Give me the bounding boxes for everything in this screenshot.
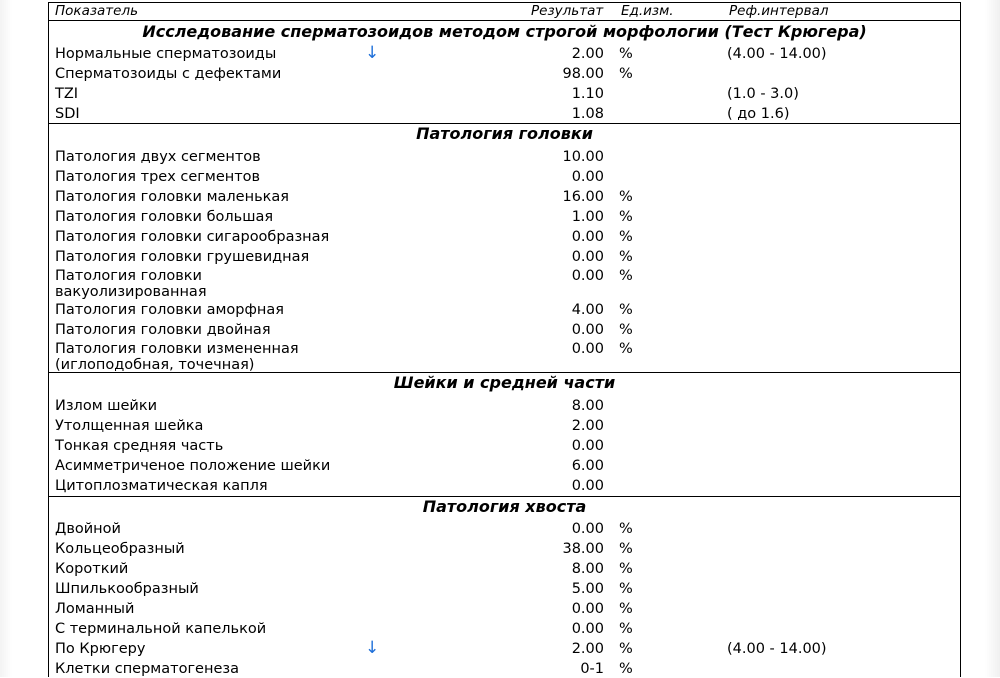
table-row	[49, 207, 960, 227]
row-result: 1.00	[571, 209, 604, 225]
row-ref: ( до 1.6)	[727, 106, 790, 122]
row-name: Патология головки большая	[55, 209, 274, 225]
row-name: Патология двух сегментов	[55, 149, 261, 165]
row-result: 4.00	[571, 302, 604, 318]
section-title-row	[49, 496, 960, 518]
row-result: 0.00	[571, 521, 604, 537]
table-row	[49, 436, 960, 456]
table-row	[49, 639, 960, 659]
row-name: Асимметриченое положение шейки	[55, 458, 331, 474]
table-row	[49, 320, 960, 340]
row-result: 2.00	[571, 46, 604, 62]
row-ref: (4.00 - 14.00)	[727, 46, 827, 62]
row-result: 0.00	[571, 341, 604, 357]
table-row	[49, 300, 960, 320]
table-row	[49, 396, 960, 416]
row-result: 2.00	[571, 418, 604, 434]
header-result: Результат	[531, 3, 604, 19]
row-unit: %	[619, 322, 633, 338]
row-unit: %	[619, 561, 633, 577]
section-title: Патология хвоста	[422, 497, 587, 516]
row-unit: %	[619, 229, 633, 245]
row-unit: %	[619, 341, 633, 357]
row-unit: %	[619, 189, 633, 205]
row-name: Шпилькообразный	[55, 581, 199, 597]
section-title: Патология головки	[416, 124, 593, 143]
table-row	[49, 559, 960, 579]
row-unit: %	[619, 46, 633, 62]
table-row	[49, 619, 960, 639]
row-result: 10.00	[562, 149, 604, 165]
table-row	[49, 64, 960, 84]
section-title-row	[49, 22, 960, 44]
table-row	[49, 659, 960, 678]
row-result: 8.00	[571, 398, 604, 414]
table-row	[49, 416, 960, 436]
row-name: Излом шейки	[55, 398, 158, 414]
row-unit: %	[619, 641, 633, 657]
table-row	[49, 227, 960, 247]
row-result: 0.00	[571, 249, 604, 265]
row-result: 0.00	[571, 438, 604, 454]
row-result: 1.10	[571, 86, 604, 102]
row-unit: %	[619, 521, 633, 537]
arrow-down-icon: ↓	[365, 638, 380, 658]
row-name: Патология трех сегментов	[55, 169, 261, 185]
table-row	[49, 187, 960, 207]
table-row	[49, 147, 960, 167]
row-name: Нормальные сперматозоиды	[55, 46, 277, 62]
section-title: Шейки и средней части	[393, 373, 616, 392]
row-name: Сперматозоиды с дефектами	[55, 66, 282, 82]
section-title-row	[49, 372, 960, 394]
row-unit: %	[619, 66, 633, 82]
row-name: Клетки сперматогенеза	[55, 661, 239, 677]
row-name: Короткий	[55, 561, 129, 577]
row-name: Патология головки сигарообразная	[55, 229, 330, 245]
row-name: SDI	[55, 106, 80, 122]
row-result: 38.00	[562, 541, 604, 557]
table-row	[49, 476, 960, 497]
row-unit: %	[619, 621, 633, 637]
table-header	[49, 3, 960, 21]
row-unit: %	[619, 249, 633, 265]
row-result: 0.00	[571, 322, 604, 338]
row-name: Патология головки маленькая	[55, 189, 289, 205]
row-ref: (1.0 - 3.0)	[727, 86, 799, 102]
table-row	[49, 456, 960, 476]
row-ref: (4.00 - 14.00)	[727, 641, 827, 657]
row-result: 5.00	[571, 581, 604, 597]
row-result: 8.00	[571, 561, 604, 577]
row-name: Патология головки измененная (иглоподобная, точечная)	[55, 341, 299, 373]
lab-report-table	[48, 2, 961, 677]
row-name: Цитоплозматическая капля	[55, 478, 268, 494]
row-name: Двойной	[55, 521, 121, 537]
row-unit: %	[619, 581, 633, 597]
row-name: Кольцеобразный	[55, 541, 185, 557]
arrow-down-icon: ↓	[365, 43, 380, 63]
row-result: 1.08	[571, 106, 604, 122]
table-row	[49, 104, 960, 124]
row-unit: %	[619, 209, 633, 225]
table-row	[49, 44, 960, 64]
row-unit: %	[619, 661, 633, 677]
table-row	[49, 599, 960, 619]
table-row	[49, 340, 960, 373]
table-row	[49, 167, 960, 187]
table-row	[49, 84, 960, 104]
section-title: Исследование сперматозоидов методом строгой морфологии (Тест Крюгера)	[142, 22, 867, 41]
row-result: 0.00	[571, 621, 604, 637]
section-title-row	[49, 123, 960, 145]
table-row	[49, 579, 960, 599]
table-row	[49, 267, 960, 301]
row-result: 0.00	[571, 268, 604, 284]
table-row	[49, 247, 960, 267]
row-name: По Крюгеру	[55, 641, 146, 657]
row-name: Ломанный	[55, 601, 135, 617]
row-result: 6.00	[571, 458, 604, 474]
row-name: Утолщенная шейка	[55, 418, 204, 434]
row-unit: %	[619, 541, 633, 557]
row-name: Патология головки вакуолизированная	[55, 268, 207, 300]
row-result: 0.00	[571, 229, 604, 245]
row-result: 0.00	[571, 478, 604, 494]
header-ref: Реф.интервал	[729, 3, 829, 19]
row-unit: %	[619, 601, 633, 617]
row-result: 0.00	[571, 601, 604, 617]
row-name: Патология головки аморфная	[55, 302, 284, 318]
row-name: Тонкая средняя часть	[55, 438, 224, 454]
row-unit: %	[619, 302, 633, 318]
row-unit: %	[619, 268, 633, 284]
row-result: 0-1	[580, 661, 604, 677]
row-result: 2.00	[571, 641, 604, 657]
row-result: 0.00	[571, 169, 604, 185]
table-row	[49, 519, 960, 539]
header-unit: Ед.изм.	[621, 3, 674, 19]
row-name: TZI	[55, 86, 79, 102]
table-row	[49, 539, 960, 559]
row-result: 16.00	[562, 189, 604, 205]
row-result: 98.00	[562, 66, 604, 82]
row-name: Патология головки двойная	[55, 322, 271, 338]
row-name: С терминальной капелькой	[55, 621, 267, 637]
header-name: Показатель	[55, 3, 139, 19]
row-name: Патология головки грушевидная	[55, 249, 310, 265]
